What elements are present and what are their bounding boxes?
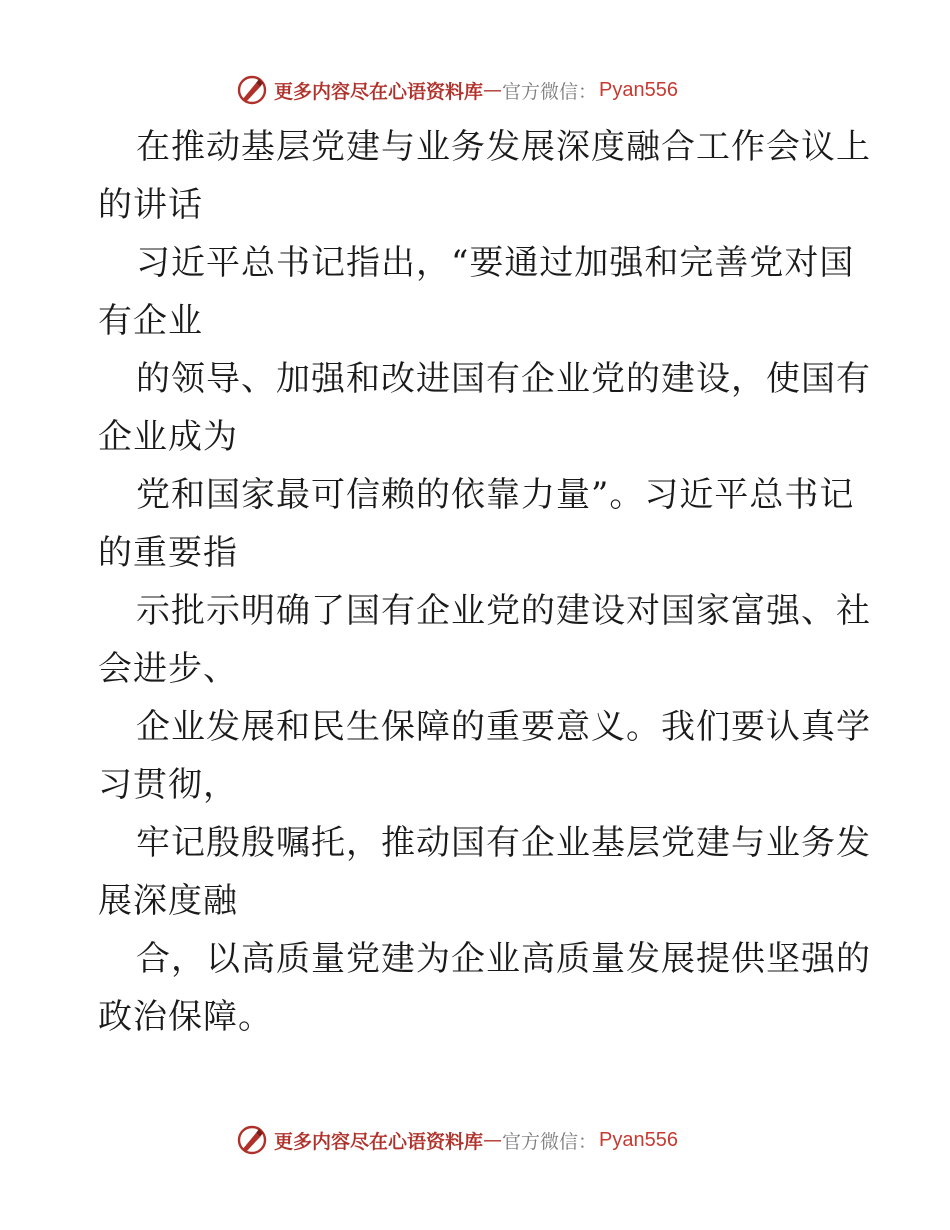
watermark-text: 更多内容尽在心语资料库 [274,80,484,103]
footer-watermark [236,1123,678,1157]
body-line: 政治保障。 [98,997,273,1037]
body-line: 示批示明确了国有企业党的建设对国家富强、社 [136,591,871,631]
body-line: 党和国家最可信赖的依靠力量”。习近平总书记 [136,475,855,515]
watermark-text: 更多内容尽在心语资料库 [274,1130,484,1153]
body-line: 的重要指 [98,533,238,573]
document-body [98,118,871,1046]
body-line: 展深度融 [98,881,238,921]
header-watermark [236,73,678,107]
body-line: 企业发展和民生保障的重要意义。我们要认真学 [136,707,871,747]
watermark-wechat-id: Pyan556 [599,1128,678,1151]
title-line-1: 在推动基层党建与业务发展深度融合工作会议上 [136,127,871,167]
body-line: 企业成为 [98,417,238,457]
watermark-separator: — [483,79,503,101]
title-line-2: 的讲话 [98,185,203,225]
body-line: 会进步、 [98,649,238,689]
body-line: 习近平总书记指出，“要通过加强和完善党对国 [136,243,855,283]
pen-logo-icon [236,1124,268,1156]
watermark-wechat-id: Pyan556 [599,78,678,101]
watermark-wechat-label: 官方微信： [502,1130,598,1153]
watermark-wechat-label: 官方微信： [502,80,598,103]
body-line: 习贯彻， [98,765,238,805]
body-line: 的领导、加强和改进国有企业党的建设，使国有 [136,359,871,399]
pen-logo-icon [236,74,268,106]
watermark-separator: — [483,1129,503,1151]
body-line: 牢记殷殷嘱托，推动国有企业基层党建与业务发 [136,823,871,863]
body-line: 合，以高质量党建为企业高质量发展提供坚强的 [136,939,871,979]
body-line: 有企业 [98,301,203,341]
